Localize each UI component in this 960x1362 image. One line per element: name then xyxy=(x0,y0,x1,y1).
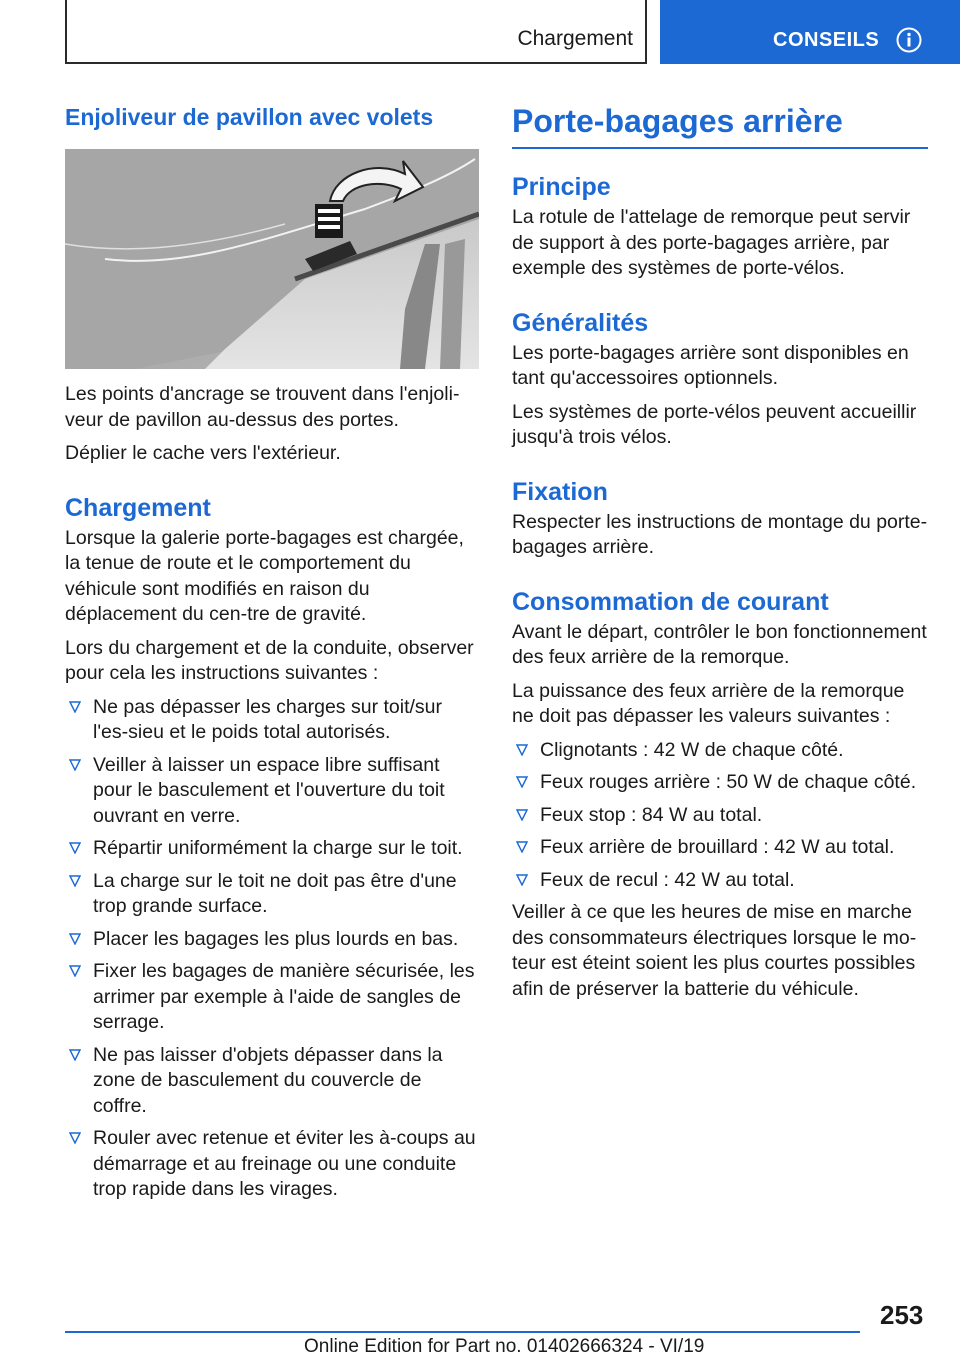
triangle-bullet-icon xyxy=(516,841,528,853)
edition-text: Online Edition for Part no. 01402666324 - VI/19 xyxy=(304,1336,705,1357)
list-item-text: La charge sur le toit ne doit pas être d'une trop grande surface. xyxy=(93,869,457,917)
heading-porte-bagages: Porte-bagages arrière xyxy=(512,103,928,149)
footer-divider xyxy=(65,1331,860,1333)
section-title: Chargement xyxy=(517,27,633,50)
page-header xyxy=(0,0,960,66)
list-item xyxy=(65,1126,479,1203)
triangle-bullet-icon xyxy=(516,874,528,886)
triangle-bullet-icon xyxy=(69,965,81,977)
paragraph: Lors du chargement et de la conduite, observer pour cela les instructions suivantes : xyxy=(65,636,474,684)
paragraph: La rotule de l'attelage de remorque peut servir de support à des porte-bagages arrière, par exemple des systèmes de porte-vélos. xyxy=(512,206,911,279)
list-item-text: Clignotants : 42 W de chaque côté. xyxy=(540,738,844,761)
list-item-text: Fixer les bagages de manière sécurisée, les arrimer par exemple à l'aide de sangles de serrage. xyxy=(93,960,475,1033)
list-item-text: Rouler avec retenue et éviter les à-coups au démarrage et au freinage ou une conduite trop rapide dans les virages. xyxy=(93,1127,476,1200)
list-item xyxy=(65,1043,479,1120)
heading-consommation: Consommation de courant xyxy=(512,587,829,616)
heading-chargement: Chargement xyxy=(65,493,211,522)
triangle-bullet-icon xyxy=(69,933,81,945)
paragraph: La puissance des feux arrière de la remorque ne doit pas dépasser les valeurs suivantes : xyxy=(512,679,905,727)
triangle-bullet-icon xyxy=(516,809,528,821)
paragraph: Déplier le cache vers l'extérieur. xyxy=(65,442,341,464)
triangle-bullet-icon xyxy=(69,1049,81,1061)
heading-principe: Principe xyxy=(512,173,611,201)
list-item-text: Feux arrière de brouillard : 42 W au total. xyxy=(540,836,895,858)
heading-fixation: Fixation xyxy=(512,477,608,506)
list-item-text: Ne pas dépasser les charges sur toit/sur l'es-sieu et le poids total autorisés. xyxy=(93,695,443,743)
list-item-text: Placer les bagages les plus lourds en bas. xyxy=(93,927,459,950)
tab-conseils[interactable] xyxy=(660,0,960,64)
consommation-list xyxy=(512,738,928,894)
list-item xyxy=(512,835,928,861)
list-item xyxy=(512,868,928,894)
paragraph: Lorsque la galerie porte-bagages est chargée, la tenue de route et le comportement du véhicule sont modifiés en raison du déplacement du cen-tre de gravité. xyxy=(65,526,464,625)
triangle-bullet-icon xyxy=(516,744,528,756)
section-header-box xyxy=(65,0,647,64)
list-item-text: Feux stop : 84 W au total. xyxy=(540,803,763,826)
right-text-flow xyxy=(512,172,928,1010)
list-item-text: Répartir uniformément la charge sur le toit. xyxy=(93,837,463,859)
list-item xyxy=(65,869,479,920)
triangle-bullet-icon xyxy=(69,842,81,854)
list-item xyxy=(512,770,928,796)
list-item xyxy=(512,803,928,829)
list-item-text: Ne pas laisser d'objets dépasser dans la zone de basculement du couvercle de coffre. xyxy=(93,1043,443,1117)
tab-conseils-label: CONSEILS xyxy=(773,29,880,51)
info-icon[interactable] xyxy=(896,27,922,53)
list-item-text: Feux de recul : 42 W au total. xyxy=(540,868,795,891)
chargement-list xyxy=(65,695,479,1203)
heading-generalites: Généralités xyxy=(512,308,649,337)
triangle-bullet-icon xyxy=(516,776,528,788)
triangle-bullet-icon xyxy=(69,701,81,713)
list-item xyxy=(65,959,479,1036)
paragraph: Respecter les instructions de montage du porte-bagages arrière. xyxy=(512,510,928,558)
paragraph: Les points d'ancrage se trouvent dans l'enjoli-veur de pavillon au-dessus des portes. xyxy=(65,383,460,431)
list-item xyxy=(65,836,479,862)
roof-flap-illustration xyxy=(65,149,479,369)
list-item xyxy=(65,927,479,953)
paragraph: Les porte-bagages arrière sont disponibles en tant qu'accessoires optionnels. xyxy=(512,341,909,389)
paragraph: Veiller à ce que les heures de mise en marche des consommateurs électriques lorsque le mo-teur est éteint soient les plus courtes possibles afin de préserver la batterie du véhicule. xyxy=(512,901,917,1000)
list-item xyxy=(65,753,479,830)
triangle-bullet-icon xyxy=(69,875,81,887)
list-item-text: Veiller à laisser un espace libre suffisant pour le basculement et l'ouverture du toit ouvrant en verre. xyxy=(93,753,445,827)
triangle-bullet-icon xyxy=(69,1132,81,1144)
paragraph: Avant le départ, contrôler le bon fonctionnement des feux arrière de la remorque. xyxy=(512,620,927,668)
triangle-bullet-icon xyxy=(69,759,81,771)
list-item-text: Feux rouges arrière : 50 W de chaque côté. xyxy=(540,771,917,793)
page-number: 253 xyxy=(880,1300,924,1330)
heading-enjoliveur: Enjoliveur de pavillon avec volets xyxy=(65,104,434,130)
list-item xyxy=(65,695,479,746)
paragraph: Les systèmes de porte-vélos peuvent accueillir jusqu'à trois vélos. xyxy=(512,400,917,448)
left-text-flow xyxy=(65,382,479,1210)
list-item xyxy=(512,738,928,764)
